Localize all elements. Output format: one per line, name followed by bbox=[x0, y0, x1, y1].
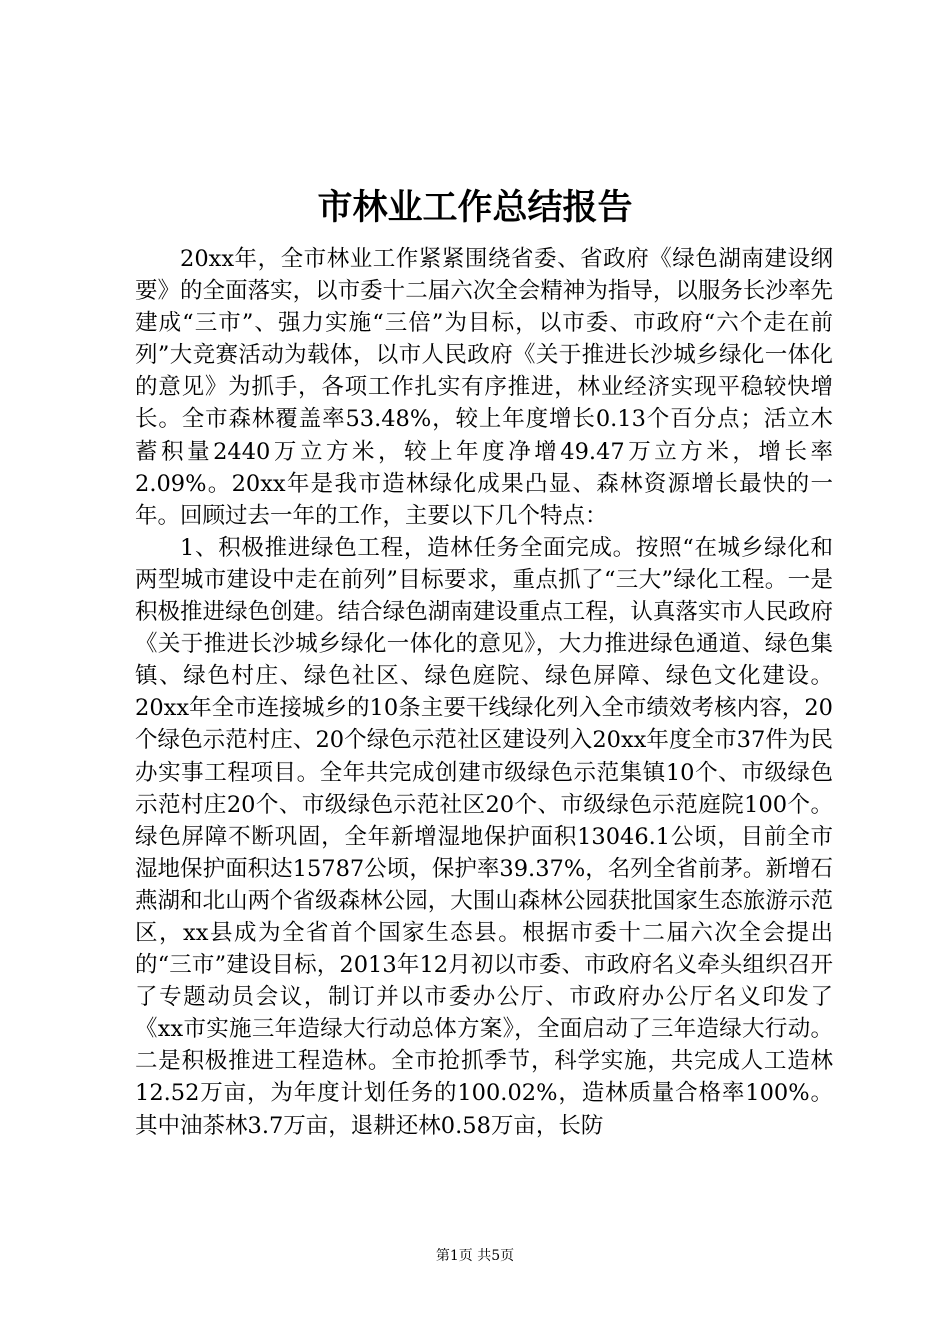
paragraph-intro: 20xx年，全市林业工作紧紧围绕省委、省政府《绿色湖南建设纲要》的全面落实，以市委十二届六次全会精神为指导，以服务长沙率先建成“三市”、强力实施“三倍”为目标，以市委、市政府“六个走在前列”大竞赛活动为载体，以市人民政府《关于推进长沙城乡绿化一体化的意见》为抓手，各项工作扎实有序推进，林业经济实现平稳较快增长。全市森林覆盖率53.48%，较上年度增长0.13个百分点；活立木蓄积量2440万立方米，较上年度净增49.47万立方米，增长率2.09%。20xx年是我市造林绿化成果凸显、森林资源增长最快的一年。回顾过去一年的工作，主要以下几个特点： bbox=[135, 246, 833, 529]
page-number-footer: 第1页 共5页 bbox=[435, 1248, 515, 1264]
paragraph-section-1: 1、积极推进绿色工程，造林任务全面完成。按照“在城乡绿化和两型城市建设中走在前列”目标要求，重点抓了“三大”绿化工程。一是积极推进绿色创建。结合绿色湖南建设重点工程，认真落实市人民政府《关于推进长沙城乡绿化一体化的意见》，大力推进绿色通道、绿色集镇、绿色村庄、绿色社区、绿色庭院、绿色屏障、绿色文化建设。20xx年全市连接城乡的10条主要干线绿化列入全市绩效考核内容，20个绿色示范村庄、20个绿色示范社区建设列入20xx年度全市37件为民办实事工程项目。全年共完成创建市级绿色示范集镇10个、市级绿色示范村庄20个、市级绿色示范社区20个、市级绿色示范庭院100个。绿色屏障不断巩固，全年新增湿地保护面积13046.1公顷，目前全市湿地保护面积达15787公顷，保护率39.37%，名列全省前茅。新增石燕湖和北山两个省级森林公园，大围山森林公园获批国家生态旅游示范区，xx县成为全省首个国家生态县。根据市委十二届六次全会提出的“三市”建设目标，2013年12月初以市委、市政府名义牵头组织召开了专题动员会议，制订并以市委办公厅、市政府办公厅名义印发了《xx市实施三年造绿大行动总体方案》，全面启动了三年造绿大行动。二是积极推进工程造林。全市抢抓季节，科学实施，共完成人工造林12.52万亩，为年度计划任务的100.02%，造林质量合格率100%。其中油茶林3.7万亩，退耕还林0.58万亩，长防 bbox=[135, 534, 833, 1139]
document-body bbox=[135, 243, 833, 1142]
document-title: 市林业工作总结报告 bbox=[317, 187, 633, 228]
